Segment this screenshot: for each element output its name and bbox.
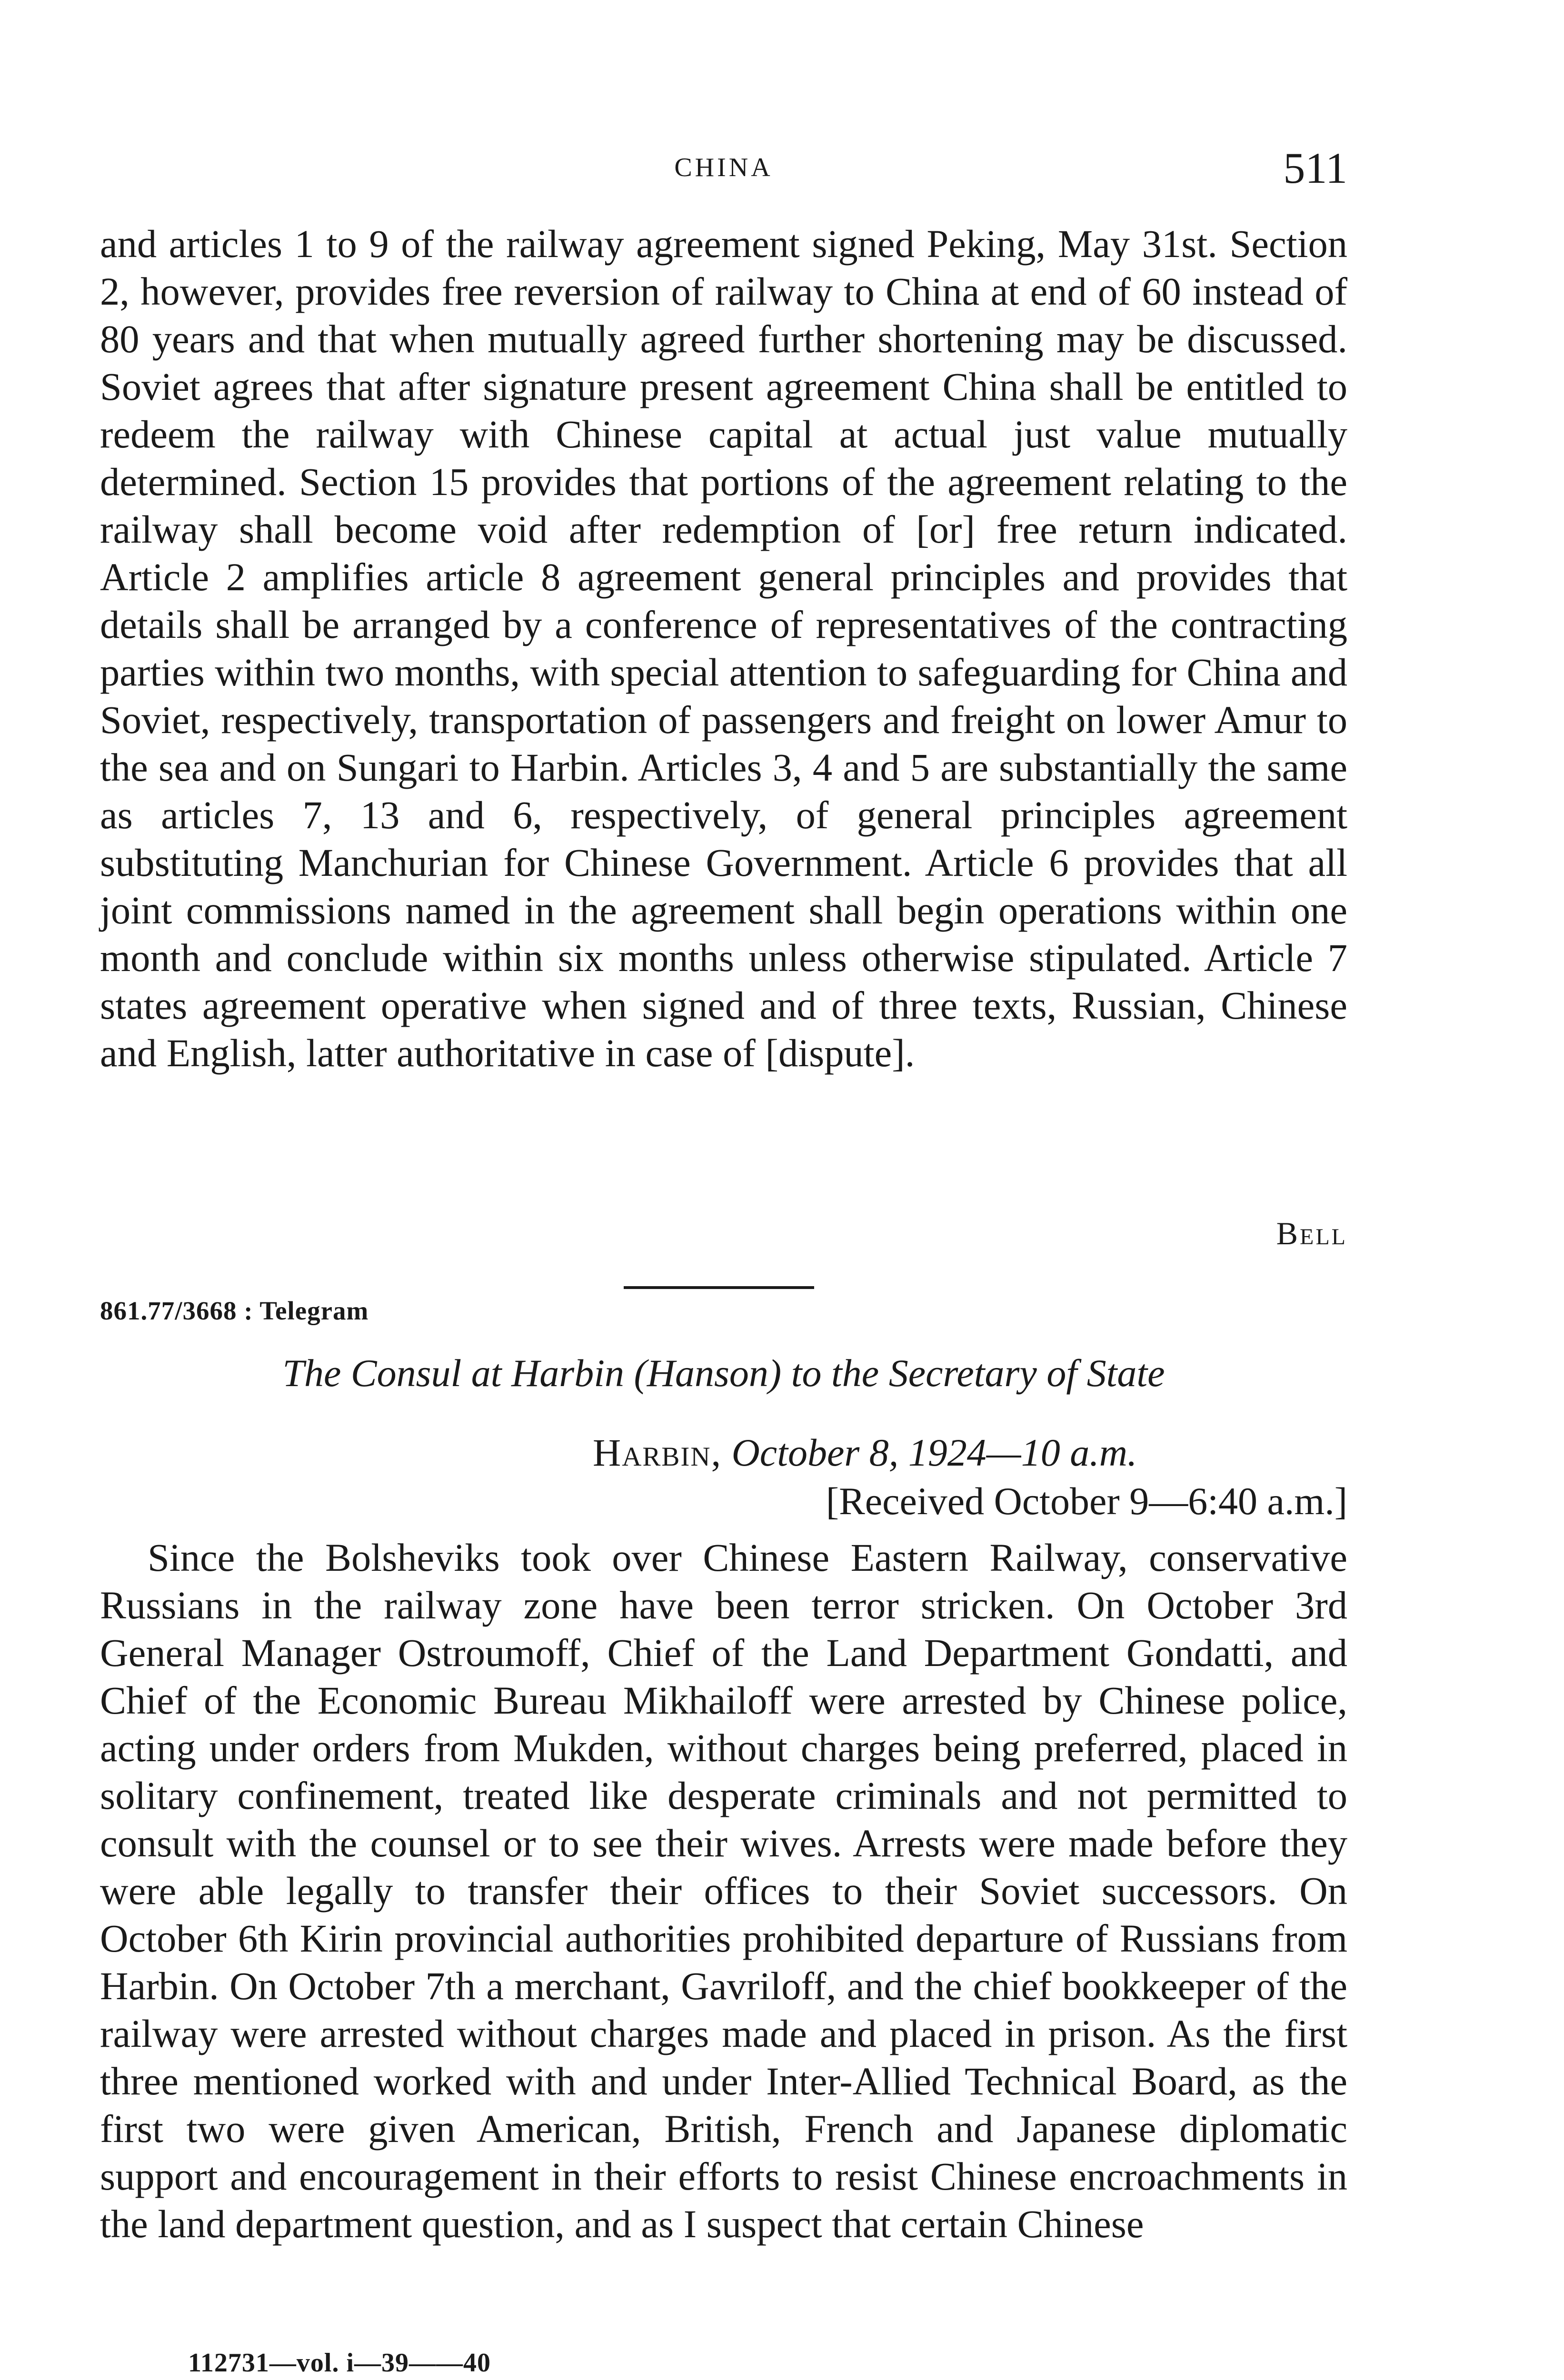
dateline xyxy=(593,1430,1137,1475)
dateline-date: October 8, 1924—10 a.m. xyxy=(731,1431,1137,1474)
page-number: 511 xyxy=(1283,144,1347,192)
running-title: CHINA xyxy=(674,153,773,182)
telegram-body xyxy=(100,1534,1347,2248)
printer-signature: 112731—vol. i—39——40 xyxy=(188,2348,491,2378)
paragraph-text: and articles 1 to 9 of the railway agreement signed Peking, May 31st. Section 2, however, provides free reversion of railway to China at end of 60 instead of 80 years and that when mutually agreed further shortening may be discussed. Soviet agrees that after signature present agreement China shall be entitled to redeem the railway with Chinese capital at actual just value mutually determined. Section 15 provides that portions of the agreement relating to the railway shall become void after redemption of [or] free return indicated. Article 2 amplifies article 8 agreement general principles and provides that details shall be arranged by a conference of representatives of the contracting parties within two months, with special attention to safeguarding for China and Soviet, respectively, transportation of passengers and freight on lower Amur to the sea and on Sungari to Harbin. Articles 3, 4 and 5 are substantially the same as articles 7, 13 and 6, respectively, of general principles agreement substituting Manchurian for Chinese Government. Article 6 provides that all joint commissions named in the agreement shall begin operations within one month and conclude within six months unless otherwise stipulated. Article 7 states agreement operative when signed and of three texts, Russian, Chinese and English, latter authoritative in case of [dispute]. xyxy=(100,222,1347,1075)
received-note: [Received October 9—6:40 a.m.] xyxy=(826,1479,1347,1523)
paragraph-text: Since the Bolsheviks took over Chinese Eastern Railway, conservative Russians in the railway zone have been terror stricken. On October 3rd General Manager Ostroumoff, Chief of the Land Department Gondatti, and Chief of the Economic Bureau Mikhailoff were arrested by Chinese police, acting under orders from Mukden, without charges being preferred, placed in solitary confinement, treated like desperate criminals and not permitted to consult with the counsel or to see their wives. Arrests were made before they were able legally to transfer their offices to their Soviet successors. On October 6th Kirin provincial authorities prohibited departure of Russians from Harbin. On October 7th a merchant, Gavriloff, and the chief bookkeeper of the railway were arrested without charges made and placed in prison. As the first three mentioned worked with and under Inter-Allied Technical Board, as the first two were given American, British, French and Japanese diplomatic support and encouragement in their efforts to resist Chinese encroachments in the land department question, and as I suspect that certain Chinese xyxy=(100,1536,1347,2246)
file-reference: 861.77/3668 : Telegram xyxy=(100,1296,369,1325)
running-head xyxy=(100,143,1347,200)
body-paragraph-continued xyxy=(100,220,1347,1077)
section-divider xyxy=(624,1286,814,1289)
signature-bell: Bell xyxy=(1276,1215,1347,1251)
document-title: The Consul at Harbin (Hanson) to the Secretary of State xyxy=(282,1351,1165,1395)
dateline-place: Harbin, xyxy=(593,1431,722,1474)
